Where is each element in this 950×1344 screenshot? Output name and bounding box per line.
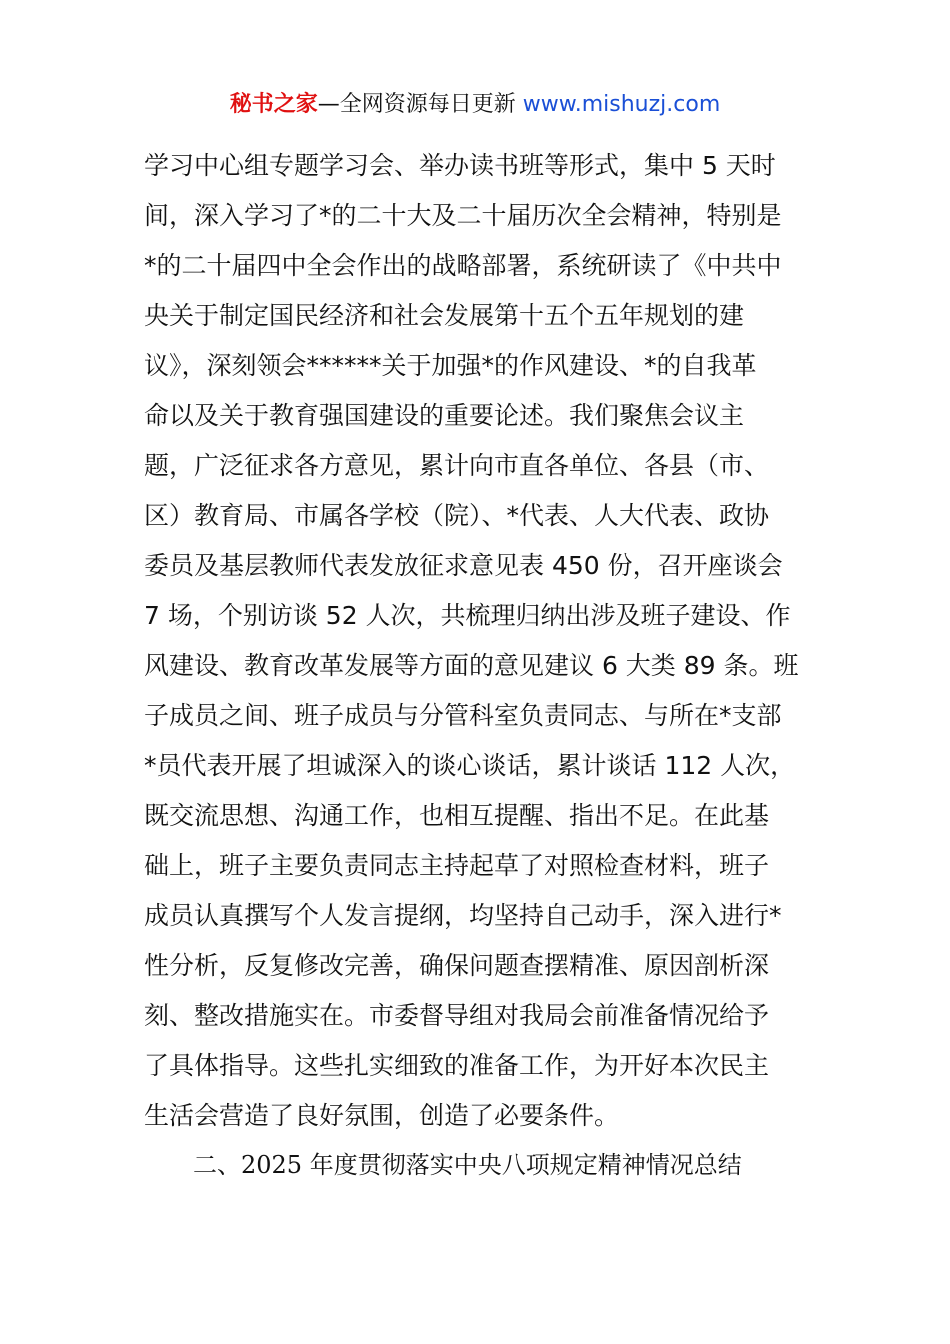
paragraph-line: 议》，深刻领会******关于加强*的作风建设、*的自我革: [144, 351, 757, 380]
paragraph-line: 子成员之间、班子成员与分管科室负责同志、与所在*支部: [144, 701, 782, 730]
paragraph-line: 生活会营造了良好氛围，创造了必要条件。: [144, 1101, 620, 1130]
paragraph-line: 间，深入学习了*的二十大及二十届历次全会精神，特别是: [144, 201, 782, 230]
header-slogan: —全网资源每日更新: [317, 92, 523, 117]
paragraph-line: 成员认真撰写个人发言提纲，均坚持自己动手，深入进行*: [144, 901, 782, 930]
paragraph-line: 了具体指导。这些扎实细致的准备工作，为开好本次民主: [144, 1051, 770, 1080]
paragraph-line: *员代表开展了坦诚深入的谈心谈话，累计谈话 112 人次，: [144, 751, 796, 780]
paragraph-line: 央关于制定国民经济和社会发展第十五个五年规划的建: [144, 301, 745, 330]
site-link[interactable]: www.mishuzj.com: [522, 92, 721, 117]
paragraph-line: 区）教育局、市属各学校（院）、*代表、人大代表、政协: [144, 501, 770, 530]
paragraph-line: 刻、整改措施实在。市委督导组对我局会前准备情况给予: [144, 1001, 770, 1030]
paragraph-line: 命以及关于教育强国建设的重要论述。我们聚焦会议主: [144, 401, 745, 430]
paragraph-line: 题，广泛征求各方意见，累计向市直各单位、各县（市、: [144, 451, 770, 480]
paragraph-line: 委员及基层教师代表发放征求意见表 450 份，召开座谈会: [144, 551, 783, 580]
paragraph-line: 学习中心组专题学习会、举办读书班等形式，集中 5 天时: [144, 151, 776, 180]
paragraph-line: 既交流思想、沟通工作，也相互提醒、指出不足。在此基: [144, 801, 770, 830]
paragraph-line: 性分析，反复修改完善，确保问题查摆精准、原因剖析深: [144, 951, 770, 980]
paragraph-line: 7 场，个别访谈 52 人次，共梳理归纳出涉及班子建设、作: [144, 601, 791, 630]
body-paragraph: [144, 141, 814, 1141]
brand-name: 秘书之家: [229, 92, 318, 117]
paragraph-line: 础上，班子主要负责同志主持起草了对照检查材料，班子: [144, 851, 770, 880]
paragraph-line: 风建设、教育改革发展等方面的意见建议 6 大类 89 条。班: [144, 651, 799, 680]
page-header: [0, 88, 950, 122]
section-heading: 二、2025 年度贯彻落实中央八项规定精神情况总结: [193, 1151, 742, 1179]
paragraph-line: *的二十届四中全会作出的战略部署，系统研读了《中共中: [144, 251, 782, 280]
